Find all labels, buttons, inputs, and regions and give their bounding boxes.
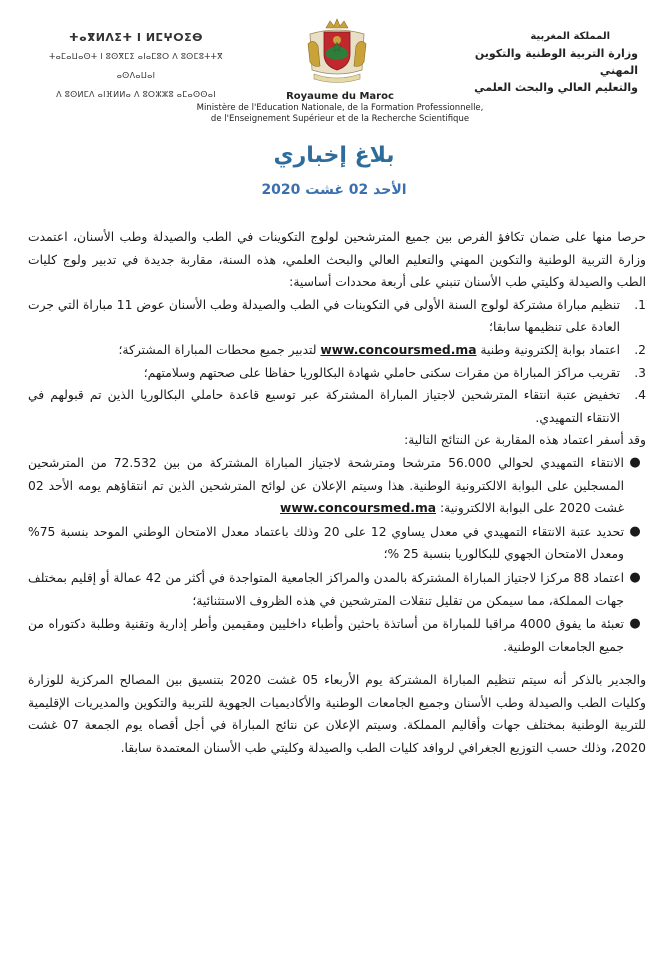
closing-paragraph: والجدير بالذكر أنه سيتم تنظيم المباراة المشتركة يوم الأربعاء 05 غشت 2020 بتنسيق بين المصالح المركزية للوزارة وكليات الطب والصيدلة وطب الأسنان وجميع الجامعات الوطنية والأكاديميات الجهوية للتربية والتكوين والمديريات الإقليمية للتربية الوطنية بمختلف جهات وأقاليم المملكة. وسيتم الإعلان عن نتائج المباراة في أجل أقصاه يوم الجمعة 07 غشت 2020، وذلك حسب التوزيع الجغرافي لروافد كليات الطب والصيدلة وكليتي طب الأسنان المعتمدة سابقا. (28, 673, 647, 756)
list-text-b: لتدبير جميع محطات المباراة المشتركة؛ (118, 342, 321, 357)
list-text (28, 339, 620, 362)
determinants-list (28, 294, 646, 430)
intro-paragraph: حرصا منها على ضمان تكافؤ الفرص بين جميع المترشحين لولوج التكوينات في الطب والصيدلة وطب الأسنان، اعتمدت وزارة التربية الوطنية والتكوين المهني والتعليم العالي والبحث العلمي، هذه السنة، مقاربة جديدة في تدبير ولوج كليات الطب والصيدلة وكليتي طب الأسنان تنبني على أربعة محددات أساسية: (28, 230, 646, 290)
bullet-text: تحديد عتبة الانتقاء التمهيدي في معدل يساوي 12 على 20 وذلك باعتماد معدل الامتحان الوطني الموحد بنسبة 75% ومعدل الامتحان الجهوي للبكالوريا بنسبة 25 %؛ (28, 524, 624, 562)
document-date: الأحد 02 غشت 2020 (261, 182, 407, 198)
ministry-line-1: Ministère de l'Education Nationale, de la Formation Professionnelle, (196, 103, 484, 113)
ministry-line-2: de l'Enseignement Supérieur et de la Recherche Scientifique (210, 114, 470, 124)
portal-link[interactable]: www.concoursmed.ma (280, 501, 437, 516)
list-text: تقريب مراكز المباراة من مقرات سكنى حاملي شهادة البكالوريا حفاظا على صحتهم وسلامتهم؛ (143, 365, 620, 380)
results-list (28, 452, 646, 658)
bullet-item (28, 567, 646, 612)
list-text: تخفيض عتبة انتقاء المترشحين لاجتياز المباراة المشتركة عبر توسيع قاعدة حاملي البكالوريا الذين تم قبولهم في الانتقاء التمهيدي. (28, 388, 620, 425)
list-item (28, 362, 646, 385)
arabic-line-3: والتعليم العالي والبحث العلمي (474, 81, 638, 94)
results-intro: وقد أسفر اعتماد هذه المقاربة عن النتائج التالية: (404, 433, 646, 448)
tifinagh-line-2: ⵜⴰⵎⴰⵡⴰⵙⵜ ⵏ ⵓⵙⴳⵎⵉ ⴰⵏⴰⵎⵓⵔ ⴷ ⵓⵙⵎⵓⵜⵜⴳ ⴰⵙⴷⴰⵡⴰⵏ (49, 52, 223, 80)
bullet-icon: ● (629, 454, 641, 470)
list-item (28, 384, 646, 429)
tifinagh-line-1: ⵜⴰⴳⵍⴷⵉⵜ ⵏ ⵍⵎⵖⵔⵉⴱ (68, 31, 203, 44)
list-text-a: اعتماد بوابة إلكترونية وطنية (476, 342, 620, 357)
document-title: بلاغ إخباري (273, 143, 395, 168)
bullet-item (28, 521, 646, 566)
header-french (170, 90, 510, 125)
moroccan-coat-of-arms-icon (304, 18, 370, 86)
arabic-line-2: وزارة التربية الوطنية والتكوين المهني (474, 47, 638, 77)
list-number: 4. (634, 388, 646, 403)
bullet-text: تعبئة ما يفوق 4000 مراقبا للمباراة من أساتذة باحثين وأطباء داخليين ومقيمين وأطر إدارية وتقنية وطلبة دكتوراه من جميع الجامعات الوطنية. (28, 617, 624, 654)
bullet-icon: ● (629, 569, 641, 585)
list-text: تنظيم مباراة مشتركة لولوج السنة الأولى في التكوينات في الطب والصيدلة وطب الأسنان عوض 11 مباراة التي جرت العادة على تنظيمها سابقا؛ (28, 297, 620, 335)
bullet-icon: ● (629, 616, 641, 632)
bullet-text: اعتماد 88 مركزا لاجتياز المباراة المشتركة بالمدن والمراكز الجامعية المتواجدة في أكثر من 42 عمالة أو إقليم بمختلف جهات المملكة، مما سيمكن من تقليل تنقلات المترشحين في هذه الظروف الاستثنائية؛ (28, 570, 624, 608)
portal-link[interactable]: www.concoursmed.ma (320, 342, 477, 357)
list-number: 1. (634, 297, 646, 312)
bullet-icon: ● (629, 523, 641, 539)
list-item (28, 294, 646, 339)
header-arabic (438, 28, 638, 96)
list-number: 2. (634, 342, 646, 357)
bullet-item (28, 452, 646, 520)
document-body (28, 226, 646, 760)
spacer (28, 659, 646, 669)
tifinagh-line-3: ⴷ ⵓⵙⵍⵎⴷ ⴰⵏⴼⵍⵍⴰ ⴷ ⵓⵔⵣⵣⵓ ⴰⵎⴰⵙⵙⴰⵏ (56, 90, 216, 99)
bullet-item (28, 613, 646, 658)
list-number: 3. (634, 365, 646, 380)
arabic-line-1: المملكة المغربية (530, 31, 610, 42)
bullet-text-a: الانتقاء التمهيدي لحوالي 56.000 مترشحا ومترشحة لاجتياز المباراة المشتركة من بين 72.532 من المترشحين المسجلين على البوابة الالكترونية الوطنية. هذا وسيتم الإعلان عن لوائح المترشحين الذين تم انتقاؤهم يومه الأحد 02 غشت 2020 على البوابة الالكترونية: (28, 455, 624, 516)
list-item (28, 339, 646, 362)
bullet-text (28, 452, 624, 520)
kingdom-label: Royaume du Maroc (286, 91, 394, 102)
